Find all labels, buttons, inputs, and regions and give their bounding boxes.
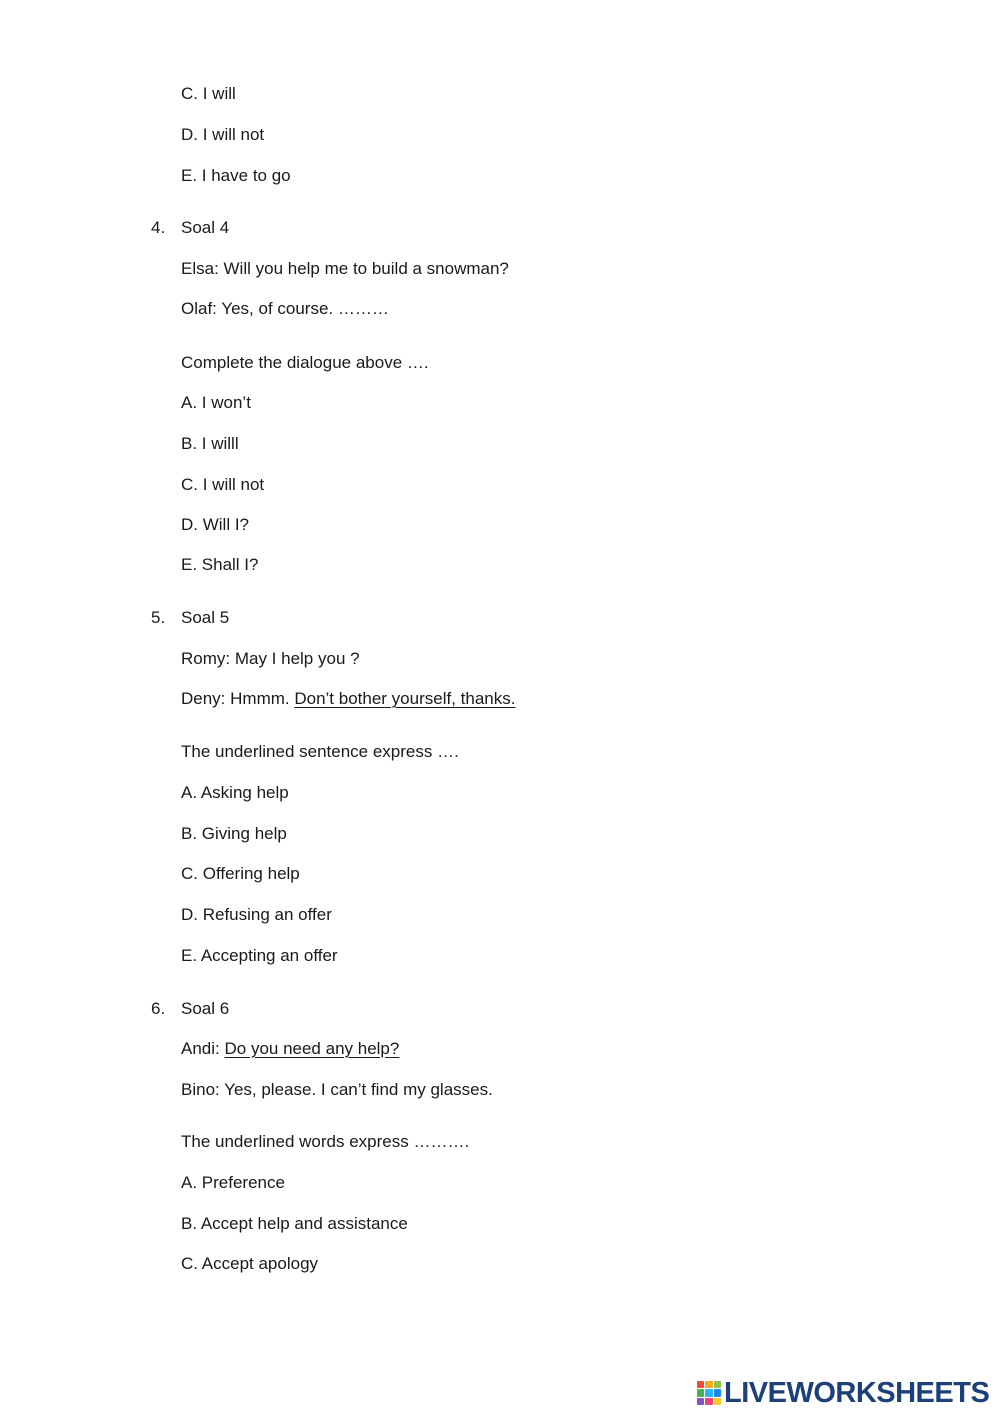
q6-number: 6. — [151, 999, 166, 1018]
q6-dialogue-2: Bino: Yes, please. I can’t find my glasses. — [181, 1080, 493, 1099]
q6-option-c: C. Accept apology — [181, 1254, 319, 1273]
logo-text: LIVEWORKSHEETS — [724, 1376, 990, 1409]
q6-dialogue-1-prefix: Andi: — [181, 1039, 225, 1058]
liveworksheets-grid-icon — [697, 1381, 721, 1405]
q4-option-b: B. I willl — [181, 434, 239, 453]
q5-dialogue-2 — [181, 688, 515, 710]
q6-prompt: The underlined words express ………. — [181, 1132, 470, 1151]
q6-title: Soal 6 — [181, 999, 230, 1018]
q5-prompt: The underlined sentence express …. — [181, 742, 459, 761]
q4-number: 4. — [151, 218, 166, 237]
q6-option-b: B. Accept help and assistance — [181, 1214, 408, 1233]
q5-option-c: C. Offering help — [181, 864, 300, 883]
q4-option-d: D. Will I? — [181, 515, 249, 534]
q6-dialogue-1 — [181, 1038, 399, 1060]
q3-option-d: D. I will not — [181, 125, 265, 144]
q4-option-a: A. I won’t — [181, 393, 251, 412]
q3-option-c: C. I will — [181, 84, 236, 103]
q5-underlined-sentence: Don’t bother yourself, thanks. — [294, 689, 516, 708]
q4-dialogue-2: Olaf: Yes, of course. ……… — [181, 299, 389, 318]
q4-option-c: C. I will not — [181, 475, 265, 494]
liveworksheets-logo[interactable] — [697, 1378, 989, 1408]
q4-option-e: E. Shall I? — [181, 555, 259, 574]
q6-underlined-words: Do you need any help? — [224, 1039, 400, 1058]
q5-option-e: E. Accepting an offer — [181, 946, 338, 965]
q5-number: 5. — [151, 608, 166, 627]
q3-option-e: E. I have to go — [181, 166, 291, 185]
q5-dialogue-1: Romy: May I help you ? — [181, 649, 360, 668]
q4-prompt: Complete the dialogue above …. — [181, 353, 429, 372]
q5-option-d: D. Refusing an offer — [181, 905, 332, 924]
q5-option-b: B. Giving help — [181, 824, 287, 843]
q6-option-a: A. Preference — [181, 1173, 285, 1192]
q5-title: Soal 5 — [181, 608, 230, 627]
q5-option-a: A. Asking help — [181, 783, 289, 802]
q4-dialogue-1: Elsa: Will you help me to build a snowman? — [181, 259, 509, 278]
q4-title: Soal 4 — [181, 218, 230, 237]
q5-dialogue-2-prefix: Deny: Hmmm. — [181, 689, 295, 708]
